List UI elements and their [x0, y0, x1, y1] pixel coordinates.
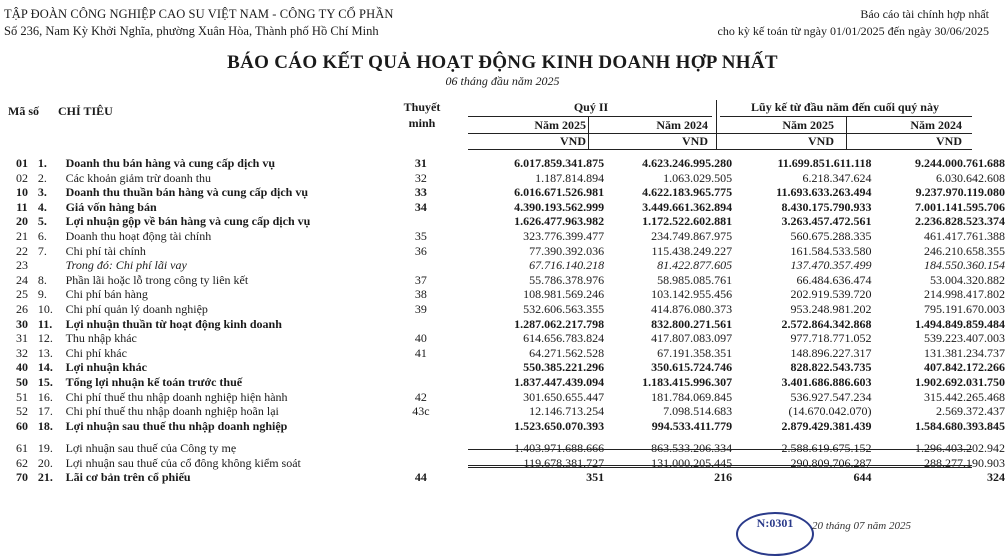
table-row	[0, 185, 1005, 200]
row-ytd-2025: 3.401.686.886.603	[781, 374, 872, 389]
row-number: 7.	[37, 243, 47, 258]
row-ytd-2025: 3.263.457.472.561	[781, 214, 872, 229]
table-row	[0, 470, 1005, 485]
row-label: Lợi nhuận sau thuế của Công ty mẹ	[65, 441, 237, 456]
row-number: 12.	[37, 331, 53, 346]
row-ytd-2024: 9.237.970.119.080	[915, 185, 1005, 200]
row-q2-2025: 301.650.655.447	[523, 389, 605, 404]
row-code: 21	[15, 228, 28, 243]
row-q2-2024: 350.615.724.746	[651, 360, 733, 375]
row-ytd-2025: 977.718.771.052	[790, 331, 872, 346]
row-ytd-2024: 131.381.234.737	[924, 345, 1005, 360]
unit-header-rule	[468, 149, 972, 150]
row-ytd-2024: 53.004.320.882	[930, 272, 1005, 287]
table-row	[0, 156, 1005, 171]
row-label: Doanh thu hoạt động tài chính	[65, 228, 212, 243]
table-row	[0, 302, 1005, 317]
row-ytd-2024: 214.998.417.802	[924, 287, 1005, 302]
row-q2-2024: 81.422.877.605	[657, 258, 733, 273]
row-q2-2025: 1.187.814.894	[535, 170, 605, 185]
row-label: Lợi nhuận sau thuế của cổ đông không kiểm soát	[65, 455, 301, 470]
row-ytd-2025: 953.248.981.202	[790, 301, 872, 316]
report-type: Báo cáo tài chính hợp nhất	[860, 7, 989, 21]
table-row	[0, 375, 1005, 390]
row-label: Tổng lợi nhuận kế toán trước thuế	[65, 374, 243, 389]
row-q2-2024: 1.183.415.996.307	[642, 374, 733, 389]
col-code-header: Mã số	[8, 104, 39, 118]
row-ytd-2025: 6.218.347.624	[802, 170, 872, 185]
row-ytd-2025: 8.430.175.790.933	[781, 199, 872, 214]
table-row	[0, 404, 1005, 419]
row-ytd-2025: 290.809.706.287	[790, 455, 872, 470]
row-ytd-2025: (14.670.042.070)	[788, 404, 872, 419]
row-number: 16.	[37, 389, 53, 404]
row-code: 24	[15, 272, 28, 287]
row-ytd-2025: 828.822.543.735	[790, 360, 872, 375]
row-q2-2024: 4.622.183.965.775	[642, 185, 733, 200]
row-ytd-2025: 644	[853, 470, 872, 485]
row-note: 31	[414, 156, 427, 170]
row-ytd-2025: 202.919.539.720	[790, 287, 872, 302]
row-q2-2024: 67.191.358.351	[657, 345, 733, 360]
table-row	[0, 317, 1005, 332]
row-label: Chi phí thuế thu nhập doanh nghiệp hoãn lại	[65, 404, 279, 419]
row-ytd-2025: 11.693.633.263.494	[776, 185, 872, 200]
row-ytd-2025: 11.699.851.611.118	[777, 156, 872, 170]
signature-date: 20 tháng 07 năm 2025	[812, 520, 911, 532]
row-q2-2024: 863.533.206.334	[651, 441, 733, 456]
row-ytd-2024: 1.584.680.393.845	[915, 418, 1005, 433]
row-q2-2025: 1.287.062.217.798	[514, 316, 605, 331]
row-ytd-2024: 1.296.403.202.942	[915, 441, 1005, 456]
row-q2-2025: 64.271.562.528	[529, 345, 605, 360]
row-number: 17.	[37, 404, 53, 419]
row-label: Chi phí quản lý doanh nghiệp	[65, 301, 208, 316]
row-code: 23	[15, 258, 28, 273]
row-note	[388, 375, 455, 390]
row-label: Chi phí khác	[65, 345, 127, 360]
table-row	[0, 456, 1005, 471]
row-ytd-2025: 2.572.864.342.868	[781, 316, 872, 331]
row-q2-2024: 3.449.661.362.894	[642, 199, 733, 214]
row-q2-2024: 7.098.514.683	[663, 404, 733, 419]
row-code: 62	[15, 455, 28, 470]
col-a-2024: Năm 2024	[910, 118, 962, 132]
row-code: 26	[15, 301, 28, 316]
col-note-header-2: minh	[408, 116, 436, 130]
row-ytd-2025: 536.927.547.234	[790, 389, 872, 404]
row-q2-2025: 323.776.399.477	[523, 228, 605, 243]
company-seal: N:0301	[736, 512, 814, 556]
col-divider	[846, 117, 847, 149]
row-ytd-2024: 2.569.372.437	[936, 404, 1005, 419]
row-note	[388, 433, 455, 456]
row-q2-2024: 181.784.069.845	[651, 389, 733, 404]
row-code: 02	[15, 170, 28, 185]
row-ytd-2024: 7.001.141.595.706	[915, 199, 1005, 214]
row-label: Lãi cơ bản trên cổ phiếu	[65, 470, 191, 485]
table-row	[0, 273, 1005, 288]
row-code: 52	[15, 404, 28, 419]
row-ytd-2025: 161.584.533.580	[790, 243, 872, 258]
row-code: 20	[15, 214, 28, 229]
row-number	[38, 258, 66, 273]
row-code: 31	[15, 331, 28, 346]
row-ytd-2024: 539.223.407.003	[924, 331, 1005, 346]
row-ytd-2024: 2.236.828.523.374	[915, 214, 1005, 229]
row-number: 4.	[37, 199, 47, 214]
row-code: 70	[15, 470, 28, 485]
row-label: Lợi nhuận khác	[65, 360, 147, 375]
row-ytd-2025: 2.879.429.381.439	[781, 418, 872, 433]
row-code: 30	[15, 316, 28, 331]
row-ytd-2024: 184.550.360.154	[924, 258, 1005, 273]
col-a-2025: Năm 2025	[782, 118, 834, 132]
row-code: 32	[15, 345, 28, 360]
row-code: 61	[15, 441, 28, 456]
row-q2-2024: 414.876.080.373	[651, 301, 733, 316]
row-q2-2025: 6.016.671.526.981	[514, 185, 605, 200]
col-q-2025: Năm 2025	[534, 118, 586, 132]
row-note: 43c	[412, 404, 430, 419]
row-code: 10	[15, 185, 28, 200]
table-row	[0, 390, 1005, 405]
row-number: 21.	[37, 470, 53, 485]
row-number: 1.	[37, 156, 47, 170]
row-q2-2025: 6.017.859.341.875	[514, 156, 605, 170]
row-number: 5.	[37, 214, 47, 229]
row-number: 11.	[37, 316, 53, 331]
company-name: TẬP ĐOÀN CÔNG NGHIỆP CAO SU VIỆT NAM - CÔNG TY CỔ PHẦN	[4, 7, 394, 21]
row-q2-2025: 4.390.193.562.999	[514, 199, 605, 214]
row-number: 6.	[37, 228, 47, 243]
unit-a-2025: VND	[808, 134, 834, 148]
row-ytd-2024: 9.244.000.761.688	[915, 156, 1005, 170]
row-ytd-2024: 407.842.172.266	[924, 360, 1005, 375]
row-note: 44	[414, 470, 427, 485]
row-q2-2024: 832.800.271.561	[651, 316, 733, 331]
unit-a-2024: VND	[936, 134, 962, 148]
row-q2-2025: 1.837.447.439.094	[514, 374, 605, 389]
row-q2-2025: 1.523.650.070.393	[514, 418, 605, 433]
row-ytd-2025: 137.470.357.499	[790, 258, 872, 273]
row-number: 9.	[37, 287, 47, 302]
row-code: 25	[15, 287, 28, 302]
row-note	[388, 419, 455, 434]
row-note: 35	[414, 228, 427, 243]
col-ytd-header: Lũy kế từ đầu năm đến cuối quý này	[751, 100, 939, 114]
row-q2-2025: 55.786.378.976	[529, 272, 605, 287]
table-row	[0, 171, 1005, 186]
row-label: Chi phí tài chính	[65, 243, 146, 258]
row-ytd-2024: 1.494.849.859.484	[915, 316, 1005, 331]
row-label: Lợi nhuận gộp về bán hàng và cung cấp dịch vụ	[65, 214, 311, 229]
table-row	[0, 200, 1005, 215]
row-label: Doanh thu bán hàng và cung cấp dịch vụ	[65, 156, 275, 170]
row-note: 42	[414, 389, 427, 404]
row-q2-2024: 115.438.249.227	[651, 243, 733, 258]
row-label: Lợi nhuận thuần từ hoạt động kinh doanh	[65, 316, 282, 331]
col-note-header-1: Thuyết	[403, 100, 441, 114]
row-note	[388, 317, 455, 332]
table-row	[0, 331, 1005, 346]
row-number: 18.	[37, 418, 53, 433]
row-code: 60	[15, 418, 28, 433]
row-q2-2024: 1.172.522.602.881	[642, 214, 733, 229]
row-note: 37	[414, 272, 427, 287]
period-note: cho kỳ kế toán từ ngày 01/01/2025 đến ngày 30/06/2025	[717, 24, 989, 38]
row-code: 51	[15, 389, 28, 404]
row-q2-2024: 234.749.867.975	[651, 228, 733, 243]
row-q2-2024: 4.623.246.995.280	[642, 156, 733, 170]
row-label: Thu nhập khác	[65, 331, 137, 346]
row-q2-2025: 1.403.971.688.666	[514, 441, 605, 456]
row-label: Trong đó: Chi phí lãi vay	[65, 258, 187, 273]
row-code: 01	[15, 156, 28, 170]
table-row	[0, 229, 1005, 244]
table-row	[0, 258, 1005, 273]
row-number: 20.	[37, 455, 53, 470]
col-quarter-header: Quý II	[573, 100, 609, 114]
row-ytd-2024: 324	[987, 470, 1005, 485]
row-note: 39	[414, 301, 427, 316]
row-label: Giá vốn hàng bán	[65, 199, 157, 214]
total-rule-bottom-2	[468, 467, 972, 468]
total-rule-bottom-1	[468, 465, 972, 466]
row-note	[388, 214, 455, 229]
row-q2-2025: 12.146.713.254	[529, 404, 605, 419]
row-q2-2024: 1.063.029.505	[663, 170, 733, 185]
row-note: 34	[414, 199, 427, 214]
row-q2-2025: 108.981.569.246	[523, 287, 605, 302]
table-row	[0, 214, 1005, 229]
row-q2-2025: 1.626.477.963.982	[514, 214, 605, 229]
row-number: 8.	[37, 272, 47, 287]
row-note	[388, 360, 455, 375]
row-q2-2024: 994.533.411.779	[651, 418, 733, 433]
quarter-header-rule	[468, 116, 712, 117]
row-ytd-2024: 288.277.190.903	[924, 455, 1005, 470]
row-note: 41	[414, 345, 427, 360]
row-number: 15.	[37, 374, 53, 389]
row-label: Lợi nhuận sau thuế thu nhập doanh nghiệp	[65, 418, 288, 433]
row-q2-2025: 532.606.563.355	[523, 301, 605, 316]
table-row	[0, 346, 1005, 361]
row-q2-2025: 614.656.783.824	[523, 331, 605, 346]
row-q2-2024: 131.000.205.445	[651, 455, 733, 470]
row-number: 19.	[37, 441, 53, 456]
row-label: Doanh thu thuần bán hàng và cung cấp dịch vụ	[65, 185, 309, 200]
row-note: 32	[414, 170, 427, 185]
row-ytd-2025: 2.588.619.675.152	[781, 441, 872, 456]
report-subtitle: 06 tháng đầu năm 2025	[445, 74, 560, 88]
row-number: 10.	[37, 301, 53, 316]
row-code: 50	[15, 374, 28, 389]
row-ytd-2024: 795.191.670.003	[924, 301, 1005, 316]
row-label: Phần lãi hoặc lỗ trong công ty liên kết	[65, 272, 249, 287]
row-label: Chi phí thuế thu nhập doanh nghiệp hiện hành	[65, 389, 288, 404]
table-row	[0, 360, 1005, 375]
row-q2-2025: 550.385.221.296	[523, 360, 605, 375]
row-q2-2025: 77.390.392.036	[529, 243, 605, 258]
row-note	[388, 258, 455, 273]
row-ytd-2024: 1.902.692.031.750	[915, 374, 1005, 389]
row-number: 2.	[37, 170, 47, 185]
row-q2-2025: 119.678.381.727	[523, 455, 605, 470]
total-rule-top	[468, 449, 972, 450]
row-ytd-2024: 6.030.642.608	[936, 170, 1005, 185]
income-statement-table	[0, 156, 1005, 485]
row-note	[388, 456, 455, 471]
row-number: 3.	[37, 185, 47, 200]
row-q2-2024: 417.807.083.097	[651, 331, 733, 346]
row-q2-2024: 103.142.955.456	[651, 287, 733, 302]
row-note: 38	[414, 287, 427, 302]
col-divider	[716, 100, 717, 149]
row-q2-2025: 351	[586, 470, 605, 485]
row-code: 11	[16, 199, 28, 214]
col-item-header: CHỈ TIÊU	[58, 104, 113, 118]
row-number: 14.	[37, 360, 53, 375]
table-row	[0, 433, 1005, 456]
row-ytd-2024: 246.210.658.355	[924, 243, 1005, 258]
table-row	[0, 419, 1005, 434]
row-q2-2024: 216	[714, 470, 733, 485]
report-header	[718, 6, 989, 40]
unit-q-2024: VND	[682, 134, 708, 148]
row-ytd-2024: 461.417.761.388	[924, 228, 1005, 243]
row-ytd-2024: 315.442.265.468	[924, 389, 1005, 404]
table-row	[0, 244, 1005, 259]
row-ytd-2025: 148.896.227.317	[790, 345, 872, 360]
row-note: 33	[414, 185, 427, 200]
row-note: 40	[414, 331, 427, 346]
unit-q-2025: VND	[560, 134, 586, 148]
company-address: Số 236, Nam Kỳ Khởi Nghĩa, phường Xuân Hòa, Thành phố Hồ Chí Minh	[4, 24, 379, 38]
row-q2-2025: 67.716.140.218	[529, 258, 605, 273]
row-ytd-2025: 66.484.636.474	[796, 272, 872, 287]
report-title: BÁO CÁO KẾT QUẢ HOẠT ĐỘNG KINH DOANH HỢP NHẤT	[227, 52, 778, 73]
row-label: Các khoản giảm trừ doanh thu	[65, 170, 212, 185]
col-q-2024: Năm 2024	[656, 118, 708, 132]
row-number: 13.	[37, 345, 53, 360]
row-label: Chi phí bán hàng	[65, 287, 148, 302]
row-code: 40	[15, 360, 28, 375]
row-q2-2024: 58.985.085.761	[657, 272, 733, 287]
table-row	[0, 287, 1005, 302]
company-header	[4, 6, 393, 40]
col-divider	[588, 117, 589, 149]
row-note: 36	[414, 243, 427, 258]
row-ytd-2025: 560.675.288.335	[790, 228, 872, 243]
row-code: 22	[15, 243, 28, 258]
